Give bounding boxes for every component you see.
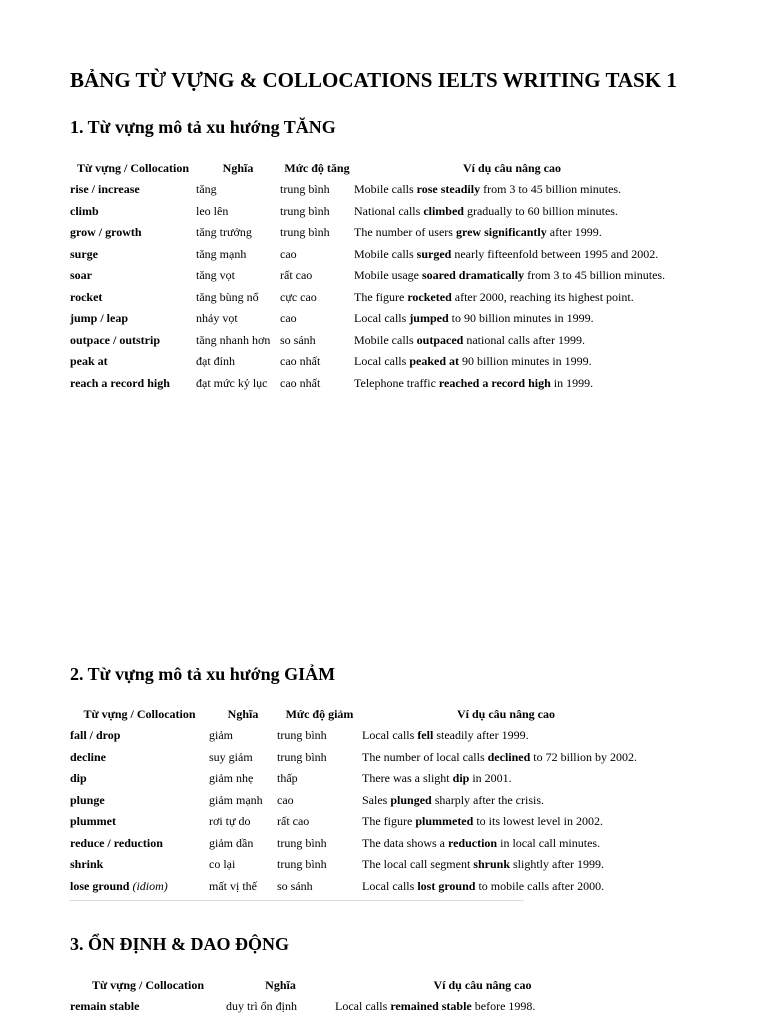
meaning-cell: co lại [209,857,236,872]
example-cell [362,876,650,898]
meaning-cell: đạt mức kỷ lục [196,375,268,390]
example-text: Mobile calls [354,246,417,261]
meaning-cell: leo lên [196,203,229,218]
section-heading: 2. Từ vựng mô tả xu hướng GIẢM [70,664,336,684]
example-text: from 3 to 45 billion minutes. [480,182,622,197]
example-text: National calls [354,203,424,218]
table-row [70,330,670,352]
level-cell: trung bình [277,835,327,850]
vocab-term [70,768,209,790]
vocab-term [70,725,209,747]
table-row [70,996,630,1018]
example-text: sharply after the crisis. [431,792,544,807]
example-cell [354,222,670,244]
example-cell [362,854,650,876]
example-text: Local calls [362,878,418,893]
example-text: The number of local calls [362,749,488,764]
example-text: steadily after 1999. [433,728,529,743]
level-cell: cao nhất [280,354,321,369]
example-text: slightly after 1999. [510,857,604,872]
example-highlight: remained stable [390,999,472,1014]
example-cell [354,373,670,395]
example-text: after 1999. [546,225,602,240]
column-header: Từ vựng / Collocation [91,977,205,992]
example-text: The local call segment [362,857,474,872]
table-row [70,287,670,309]
vocab-table [70,974,630,1018]
meaning-cell: tăng mạnh [196,246,247,261]
table-header-row [70,157,670,179]
example-highlight: shrunk [473,857,510,872]
term-text: reach a record high [70,375,170,390]
vocab-term [70,351,196,373]
example-cell [354,244,670,266]
meaning-cell: tăng vọt [196,268,235,283]
term-text: plummet [70,814,116,829]
level-cell: trung bình [277,728,327,743]
meaning-cell: tăng [196,182,217,197]
level-cell: cao [277,792,294,807]
table-row [70,876,650,898]
term-text: remain stable [70,999,140,1014]
example-text: Local calls [335,999,391,1014]
meaning-cell: giảm nhẹ [209,771,254,786]
example-text: to 90 billion minutes in 1999. [448,311,594,326]
example-text: after 2000, reaching its highest point. [451,289,634,304]
term-text: dip [70,771,87,786]
example-highlight: declined [487,749,531,764]
term-text: rise / increase [70,182,140,197]
meaning-cell: duy trì ổn định [226,999,297,1014]
meaning-cell: giảm [209,728,233,743]
column-header: Nghĩa [222,160,254,175]
level-cell: cao nhất [280,375,321,390]
table-row [70,308,670,330]
table-row [70,768,650,790]
table-row [70,833,650,855]
term-text: plunge [70,792,105,807]
example-cell [354,330,670,352]
level-cell: trung bình [280,225,330,240]
level-cell: cao [280,311,297,326]
column-header: Nghĩa [227,706,259,721]
vocab-term [70,265,196,287]
level-cell: trung bình [280,203,330,218]
example-text: Local calls [362,728,418,743]
example-highlight: rose steadily [416,182,481,197]
table-row [70,854,650,876]
section-heading: 3. ỔN ĐỊNH & DAO ĐỘNG [70,934,289,954]
term-text: lose ground [70,878,130,893]
example-text: There was a slight [362,771,453,786]
level-cell: trung bình [277,749,327,764]
example-text: Local calls [354,311,410,326]
example-highlight: climbed [423,203,464,218]
level-cell: trung bình [280,182,330,197]
meaning-cell: đạt đỉnh [196,354,235,369]
table-row [70,790,650,812]
vocab-term [70,373,196,395]
term-text: rocket [70,289,103,304]
example-text: The figure [354,289,408,304]
level-cell: rất cao [280,268,313,283]
meaning-cell: suy giảm [209,749,253,764]
vocab-term [70,201,196,223]
example-cell [362,725,650,747]
vocab-term [70,790,209,812]
example-text: Sales [362,792,391,807]
column-header: Ví dụ câu nâng cao [433,977,532,992]
term-text: climb [70,203,99,218]
vocab-term [70,747,209,769]
example-text: nearly fifteenfold between 1995 and 2002. [451,246,659,261]
column-header: Ví dụ câu nâng cao [456,706,556,721]
table-header-row [70,703,650,725]
example-text: Mobile calls [354,332,417,347]
example-cell [362,747,650,769]
section-divider [70,900,524,901]
document-title: BẢNG TỪ VỰNG & COLLOCATIONS IELTS WRITING TASK 1 [70,68,677,92]
level-cell: cực cao [280,289,317,304]
term-text: fall / drop [70,728,121,743]
example-highlight: fell [417,728,434,743]
example-cell [354,287,670,309]
term-text: peak at [70,354,108,369]
example-cell [362,811,650,833]
section-heading: 1. Từ vựng mô tả xu hướng TĂNG [70,117,336,137]
example-text: in 1999. [550,375,594,390]
example-cell [362,790,650,812]
example-highlight: dip [452,771,470,786]
example-highlight: plunged [390,792,432,807]
table-row [70,201,670,223]
vocab-term [70,287,196,309]
term-note: (idiom) [132,878,168,893]
example-cell [354,351,670,373]
example-text: 90 billion minutes in 1999. [458,354,592,369]
example-text: Telephone traffic [354,375,439,390]
term-text: surge [70,246,98,261]
vocab-term [70,996,226,1018]
example-highlight: lost ground [417,878,476,893]
column-header: Ví dụ câu nâng cao [462,160,562,175]
example-text: The data shows a [362,835,448,850]
column-header: Mức độ giảm [285,706,354,721]
example-text: to its lowest level in 2002. [473,814,603,829]
meaning-cell: rơi tự do [209,814,251,829]
table-row [70,725,650,747]
term-text: soar [70,268,92,283]
example-text: national calls after 1999. [463,332,585,347]
example-cell [354,179,670,201]
example-cell [354,201,670,223]
vocab-term [70,854,209,876]
table-row [70,244,670,266]
term-text: decline [70,749,106,764]
table-row [70,222,670,244]
example-highlight: reduction [447,835,498,850]
column-header: Từ vựng / Collocation [76,160,190,175]
meaning-cell: tăng bùng nổ [196,289,259,304]
example-text: before 1998. [471,999,536,1014]
vocab-term [70,876,209,898]
vocab-term [70,244,196,266]
column-header: Mức độ tăng [284,160,350,175]
vocab-table [70,157,670,394]
example-highlight: jumped [409,311,449,326]
example-text: gradually to 60 billion minutes. [463,203,618,218]
column-header: Nghĩa [265,977,296,992]
vocab-term [70,179,196,201]
vocab-term [70,330,196,352]
example-highlight: grew significantly [455,225,547,240]
example-cell [354,265,670,287]
example-cell [335,996,630,1018]
table-header-row [70,974,630,996]
level-cell: cao [280,246,297,261]
table-row [70,351,670,373]
example-highlight: peaked at [409,354,459,369]
level-cell: trung bình [277,857,327,872]
example-highlight: surged [416,246,452,261]
example-text: Mobile usage [354,268,422,283]
vocab-term [70,222,196,244]
table-row [70,179,670,201]
vocab-term [70,308,196,330]
example-highlight: plummeted [415,814,474,829]
term-text: shrink [70,857,104,872]
meaning-cell: nhảy vọt [196,311,238,326]
meaning-cell: tăng trưởng [196,225,252,240]
vocab-table [70,703,650,897]
term-text: grow / growth [70,225,142,240]
example-text: in local call minutes. [497,835,601,850]
meaning-cell: giảm dần [209,835,254,850]
example-text: from 3 to 45 billion minutes. [524,268,666,283]
vocab-term [70,811,209,833]
example-cell [354,308,670,330]
table-row [70,265,670,287]
term-text: outpace / outstrip [70,332,160,347]
example-text: to 72 billion by 2002. [530,749,637,764]
table-row [70,811,650,833]
example-text: The figure [362,814,416,829]
example-highlight: rocketed [407,289,452,304]
table-row [70,373,670,395]
example-highlight: outpaced [416,332,464,347]
meaning-cell: giảm mạnh [209,792,263,807]
table-row [70,747,650,769]
example-text: to mobile calls after 2000. [475,878,605,893]
term-text: jump / leap [70,311,129,326]
level-cell: so sánh [280,332,316,347]
vocab-term [70,833,209,855]
example-text: The number of users [354,225,456,240]
meaning-cell: tăng nhanh hơn [196,332,271,347]
meaning-cell: mất vị thế [209,878,257,893]
example-text: Mobile calls [354,182,417,197]
example-cell [362,833,650,855]
example-text: Local calls [354,354,410,369]
example-highlight: reached a record high [438,375,551,390]
level-cell: rất cao [277,814,310,829]
term-text: reduce / reduction [70,835,163,850]
example-text: in 2001. [469,771,512,786]
level-cell: thấp [277,771,298,786]
level-cell: so sánh [277,878,313,893]
example-highlight: soared dramatically [422,268,525,283]
column-header: Từ vựng / Collocation [83,706,196,721]
example-cell [362,768,650,790]
